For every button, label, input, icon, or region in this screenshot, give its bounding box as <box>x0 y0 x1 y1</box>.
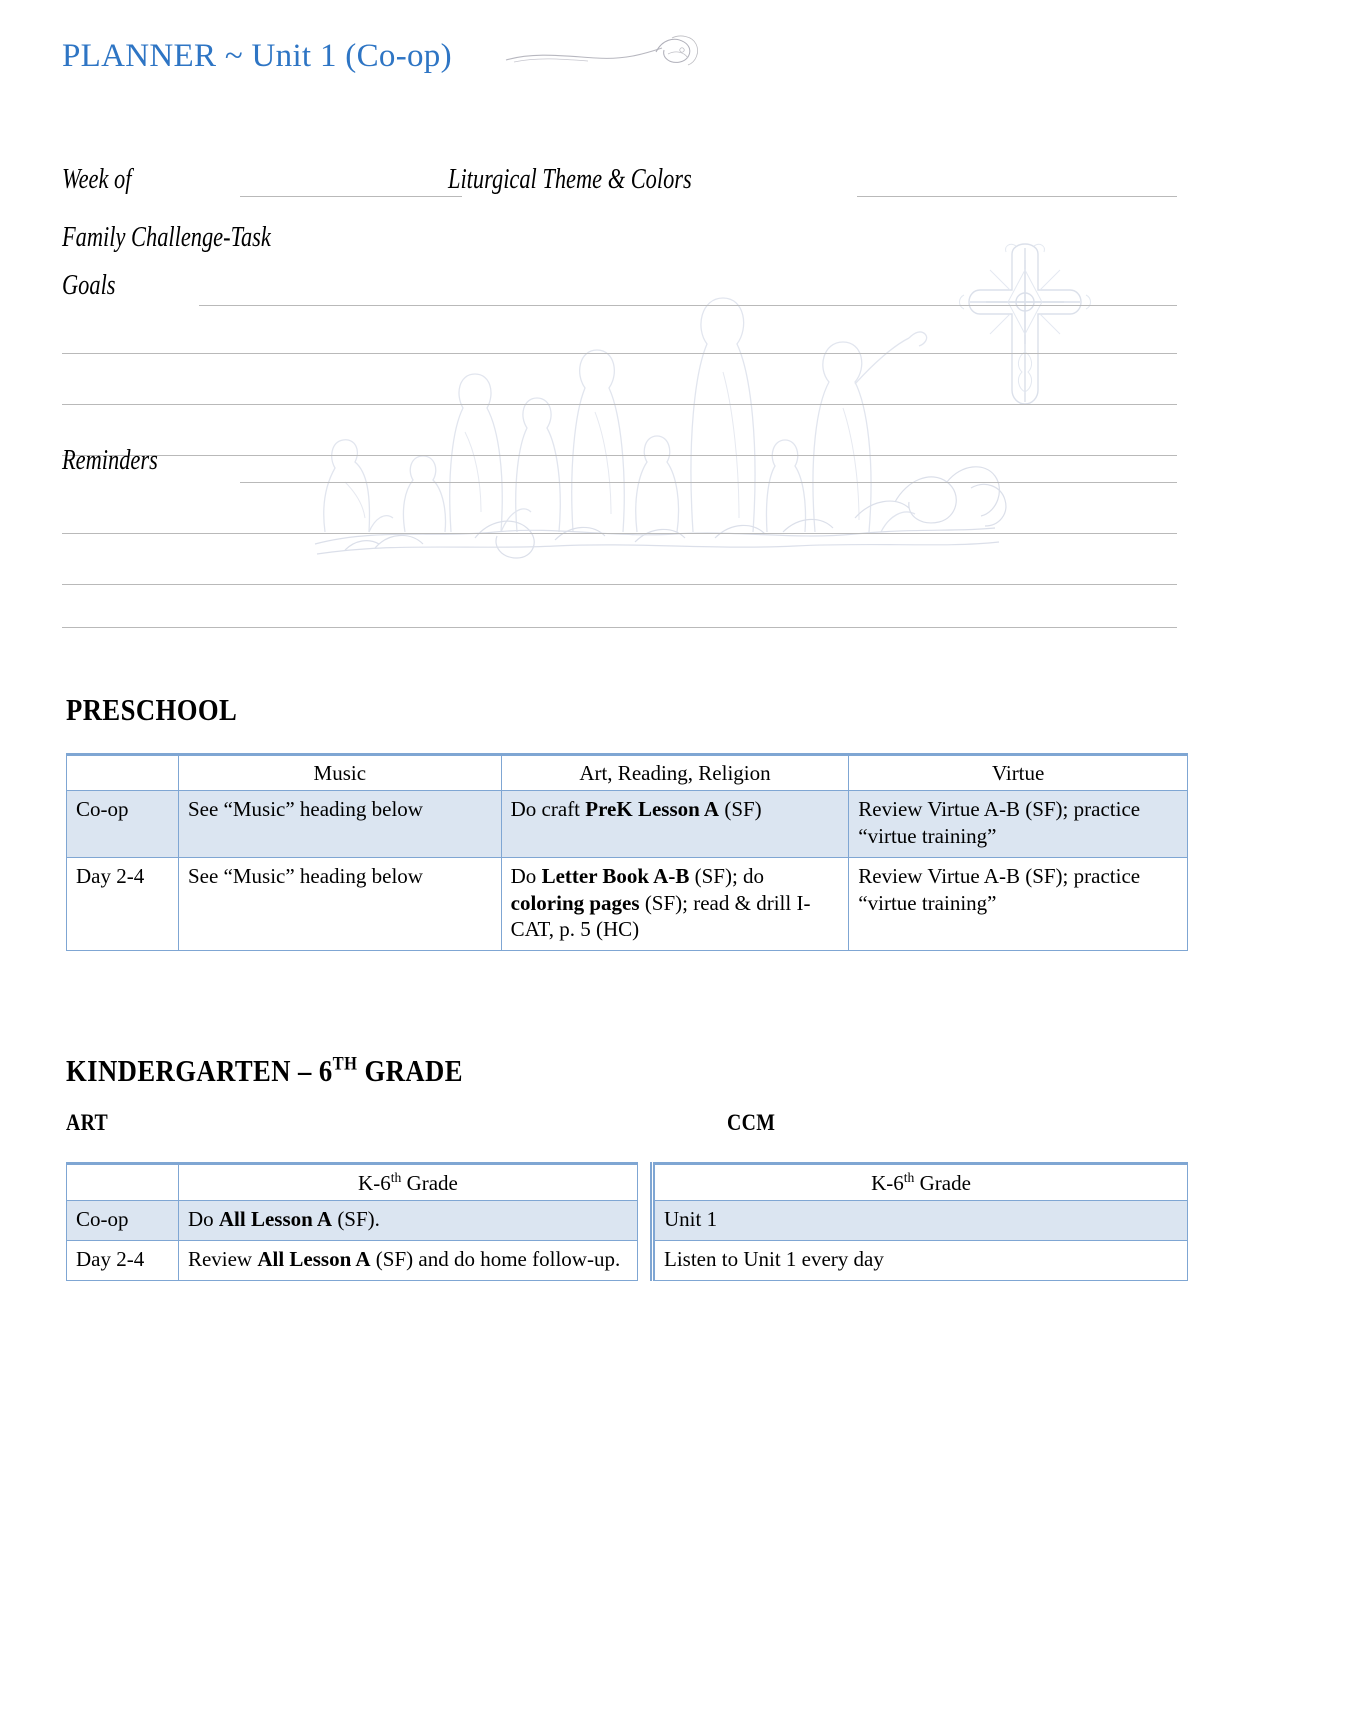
text-post: (SF) <box>719 796 762 821</box>
header-text-post: Grade <box>914 1171 971 1195</box>
cell-ccm-day24: Listen to Unit 1 every day <box>653 1240 1188 1280</box>
table-row <box>67 790 1188 857</box>
table-header-row <box>653 1164 1188 1201</box>
header-text-pre: K-6 <box>871 1171 904 1195</box>
text-post: (SF) and do home follow-up. <box>370 1246 621 1271</box>
text-bold2: coloring pages <box>510 890 640 915</box>
cell-art-coop <box>501 790 849 857</box>
goals-input-line-1[interactable] <box>199 305 1177 306</box>
table-row <box>653 1240 1188 1280</box>
ccm-table <box>650 1162 1188 1281</box>
liturgical-theme-input[interactable] <box>857 196 1177 197</box>
text-bold: Letter Book A-B <box>541 863 690 888</box>
header-cell-art-reading-religion: Art, Reading, Religion <box>501 755 849 791</box>
header-cell-blank <box>67 1164 179 1201</box>
table-row <box>653 1200 1188 1240</box>
heading-text-post: GRADE <box>357 1053 463 1088</box>
page-title: PLANNER ~ Unit 1 (Co-op) <box>62 37 452 74</box>
cell-ccm-coop: Unit 1 <box>653 1200 1188 1240</box>
goals-input-line-3[interactable] <box>62 404 1177 405</box>
table-row <box>67 1240 638 1280</box>
goals-input-line-2[interactable] <box>62 353 1177 354</box>
text-bold: All Lesson A <box>257 1246 371 1271</box>
header-cell-blank <box>67 755 179 791</box>
table-header-row <box>67 755 1188 791</box>
goals-label: Goals <box>62 270 116 301</box>
text-mid: (SF); do <box>689 863 765 888</box>
header-text-pre: K-6 <box>358 1171 391 1195</box>
cell-virtue-day24: Review Virtue A-B (SF); practice “virtue training” <box>849 857 1188 951</box>
header-cell-music: Music <box>178 755 501 791</box>
kindergarten-heading <box>66 1053 463 1089</box>
reminders-label: Reminders <box>62 445 158 476</box>
table-row <box>67 1200 638 1240</box>
text-pre: Do <box>510 863 542 888</box>
header-cell-virtue: Virtue <box>849 755 1188 791</box>
header-superscript: th <box>390 1170 402 1185</box>
text-bold: PreK Lesson A <box>585 796 720 821</box>
heading-superscript: TH <box>332 1053 358 1075</box>
header-text-post: Grade <box>401 1171 458 1195</box>
family-challenge-label: Family Challenge-Task <box>62 222 271 253</box>
preschool-heading: PRESCHOOL <box>66 692 238 727</box>
header-cell-k6-grade <box>653 1164 1188 1201</box>
children-silhouette-watermark <box>255 232 1095 562</box>
preschool-table <box>66 753 1188 951</box>
table-header-row <box>67 1164 638 1201</box>
goals-input-line-4[interactable] <box>62 455 1177 456</box>
page-header <box>62 32 714 80</box>
art-subheading: ART <box>66 1110 109 1135</box>
cell-art-day24 <box>178 1240 637 1280</box>
text-post: (SF); read & drill I-CAT, p. 5 (HC) <box>510 890 811 942</box>
swash-flourish-icon <box>504 32 714 80</box>
ccm-subheading: CCM <box>727 1110 776 1135</box>
text-pre: Do craft <box>510 796 586 821</box>
week-of-label: Week of <box>62 164 132 195</box>
reminders-input-line-1[interactable] <box>240 482 1177 483</box>
cell-art-day24 <box>501 857 849 951</box>
header-cell-k6-grade <box>178 1164 637 1201</box>
cell-music-day24: See “Music” heading below <box>178 857 501 951</box>
reminders-input-line-3[interactable] <box>62 584 1177 585</box>
row-label-coop: Co-op <box>67 790 179 857</box>
row-label-day24: Day 2-4 <box>67 1240 179 1280</box>
text-pre: Review <box>187 1246 258 1271</box>
heading-text-pre: KINDERGARTEN – 6 <box>66 1053 333 1088</box>
cell-virtue-coop: Review Virtue A-B (SF); practice “virtue training” <box>849 790 1188 857</box>
row-label-coop: Co-op <box>67 1200 179 1240</box>
text-bold: All Lesson A <box>218 1206 333 1231</box>
text-post: (SF). <box>332 1206 380 1231</box>
text-pre: Do <box>187 1206 219 1231</box>
art-table <box>66 1162 638 1281</box>
cell-music-coop: See “Music” heading below <box>178 790 501 857</box>
liturgical-theme-label: Liturgical Theme & Colors <box>448 164 692 195</box>
table-row <box>67 857 1188 951</box>
row-label-day24: Day 2-4 <box>67 857 179 951</box>
header-superscript: th <box>903 1170 915 1185</box>
reminders-input-line-4[interactable] <box>62 627 1177 628</box>
reminders-input-line-2[interactable] <box>62 533 1177 534</box>
week-of-input[interactable] <box>240 196 462 197</box>
ornate-cross-icon <box>950 240 1100 410</box>
cell-art-coop <box>178 1200 637 1240</box>
